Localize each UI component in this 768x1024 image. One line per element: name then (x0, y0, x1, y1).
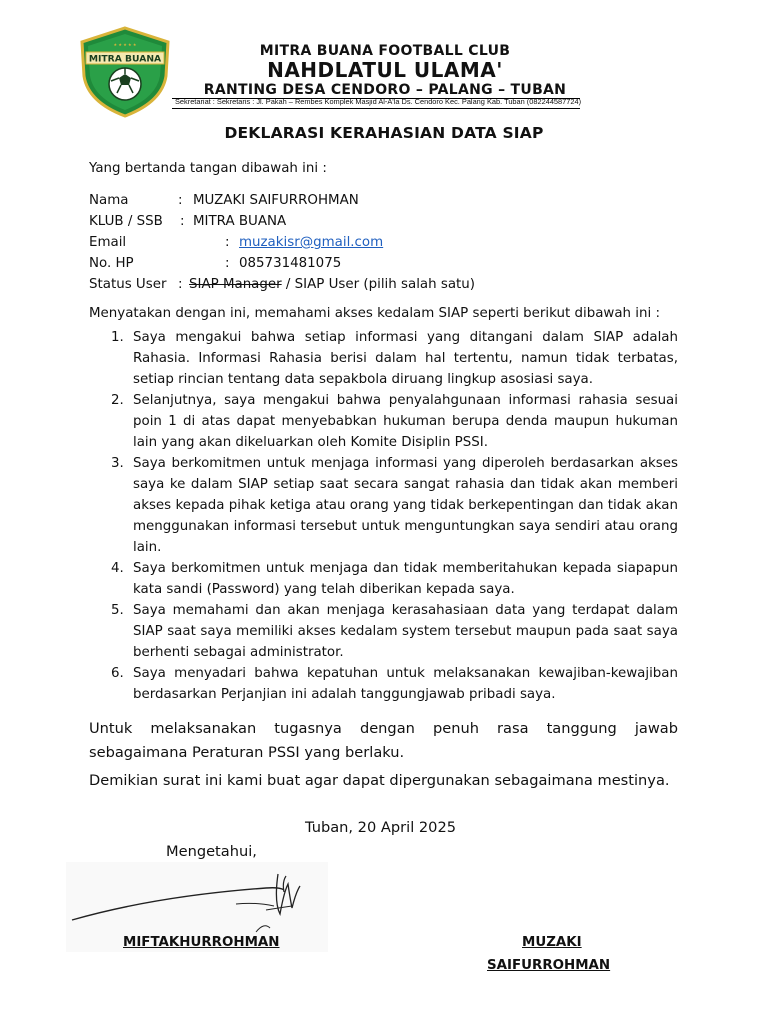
phone-colon: : (225, 256, 230, 271)
list-item-number: 6. (111, 666, 124, 681)
list-item (111, 390, 678, 453)
document-title: DEKLARASI KERAHASIAN DATA SIAP (224, 124, 544, 142)
list-item-text: Saya memahami dan akan menjaga kerasahasiaan data yang terdapat dalam SIAP saat saya memiliki akses kedalam system tersebut maupun pada saat saya berhenti sebagai administrator. (133, 603, 678, 660)
name-label: Nama (89, 193, 129, 208)
place-date: Tuban, 20 April 2025 (305, 819, 457, 836)
signer-right-name-line1: MUZAKI (522, 935, 582, 950)
status-value (189, 277, 475, 292)
declaration-list (111, 327, 678, 705)
logo-text: MITRA BUANA (88, 53, 162, 65)
statement-text: Menyatakan dengan ini, memahami akses kedalam SIAP seperti berikut dibawah ini : (89, 306, 660, 321)
list-item-text: Saya berkomitmen untuk menjaga informasi yang diperoleh berdasarkan akses saya ke dalam SIAP setiap saat secara sangat rahasia dan tidak akan memberi akses kepada pihak ketiga atau orang yang tidak berkepentingan dan tidak akan menggunakan informasi tersebut untuk menguntungkan saya sendiri atau orang lain. (133, 456, 678, 555)
status-struck-option: SIAP Manager (189, 277, 282, 292)
header-rule-bottom (172, 108, 580, 109)
list-item-number: 3. (111, 456, 124, 471)
name-value: MUZAKI SAIFURROHMAN (193, 193, 359, 208)
email-link[interactable]: muzakisr@gmail.com (239, 235, 384, 250)
list-item-text: Saya berkomitmen untuk menjaga dan tidak memberitahukan kepada siapapun kata sandi (Password) yang telah diberikan kepada saya. (133, 561, 678, 597)
club-colon: : (180, 214, 185, 229)
list-item (111, 558, 678, 600)
list-item-text: Saya menyadari bahwa kepatuhan untuk melaksanakan kewajiban-kewajiban berdasarkan Perjanjian ini adalah tanggungjawab pribadi saya. (133, 666, 678, 702)
list-item-number: 5. (111, 603, 124, 618)
list-item-number: 2. (111, 393, 124, 408)
list-item (111, 600, 678, 663)
signer-right-name-line2: SAIFURROHMAN (487, 958, 611, 973)
list-item-text: Saya mengakui bahwa setiap informasi yang ditangani dalam SIAP adalah Rahasia. Informasi Rahasia berisi dalam hal tertentu, namun tidak terbatas, setiap rincian tentang data sepakbola diruang lingkup asosiasi saya. (133, 330, 678, 387)
status-colon: : (178, 277, 183, 292)
closing-paragraph-2: Demikian surat ini kami buat agar dapat dipergunakan sebagaimana mestinya. (89, 772, 670, 789)
club-logo (78, 26, 172, 118)
club-value: MITRA BUANA (193, 214, 287, 229)
list-item (111, 327, 678, 390)
signer-left-name: MIFTAKHURROHMAN (123, 935, 280, 950)
secretariat-address: Sekretariat : Sekretaris : Jl. Pakah – Rembes Komplek Masjid Al-A'la Ds. Cendoro Kec. Palang Kab. Tuban (082244587724) (175, 97, 582, 106)
phone-label: No. HP (89, 256, 134, 271)
list-item (111, 663, 678, 705)
email-label: Email (89, 235, 127, 250)
branch-name: RANTING DESA CENDORO – PALANG – TUBAN (203, 82, 567, 98)
svg-text:★ ★ ★ ★ ★: ★ ★ ★ ★ ★ (113, 42, 137, 47)
closing-paragraph-1: Untuk melaksanakan tugasnya dengan penuh rasa tanggung jawab sebagaimana Peraturan PSSI yang berlaku. (89, 720, 678, 761)
acknowledgement-label: Mengetahui, (166, 843, 257, 860)
list-item-number: 4. (111, 561, 124, 576)
club-name: MITRA BUANA FOOTBALL CLUB (259, 43, 511, 59)
name-colon: : (178, 193, 183, 208)
list-item-text: Selanjutnya, saya mengakui bahwa penyalahgunaan informasi rahasia sesuai poin 1 di atas dapat menyebabkan hukuman berupa denda maupun hukuman lain yang akan dikeluarkan oleh Komite Disiplin PSSI. (133, 393, 678, 450)
list-item (111, 453, 678, 558)
email-colon: : (225, 235, 230, 250)
status-label: Status User (89, 277, 167, 292)
club-label: KLUB / SSB (89, 214, 163, 229)
intro-text: Yang bertanda tangan dibawah ini : (89, 161, 327, 176)
organization-name: NAHDLATUL ULAMA' (267, 58, 503, 82)
status-remaining: / SIAP User (pilih salah satu) (281, 277, 476, 292)
list-item-number: 1. (111, 330, 124, 345)
phone-value: 085731481075 (239, 256, 342, 271)
